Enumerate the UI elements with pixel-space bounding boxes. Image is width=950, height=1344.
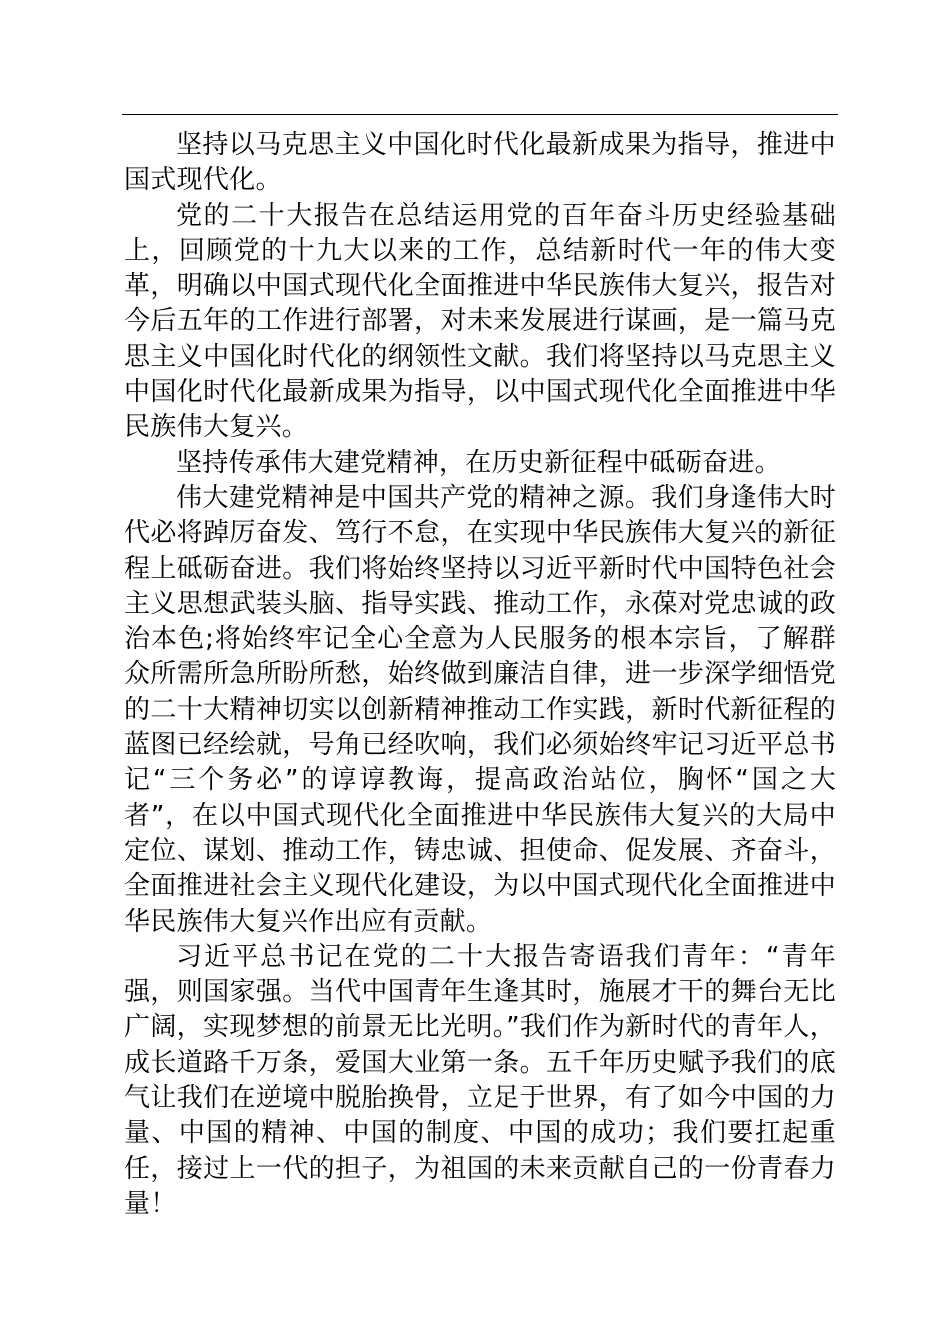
header-divider xyxy=(122,114,838,115)
paragraph-2: 党的二十大报告在总结运用党的百年奋斗历史经验基础上，回顾党的十九大以来的工作，总结新时代一年的伟大变革，明确以中国式现代化全面推进中华民族伟大复兴，报告对今后五年的工作进行部署，对未来发展进行谋画，是一篇马克思主义中国化时代化的纲领性文献。我们将坚持以马克思主义中国化时代化最新成果为指导，以中国式现代化全面推进中华民族伟大复兴。 xyxy=(124,200,836,443)
paragraph-3: 坚持传承伟大建党精神，在历史新征程中砥砺奋进。 xyxy=(176,447,781,478)
paragraph-1: 坚持以马克思主义中国化时代化最新成果为指导，推进中国式现代化。 xyxy=(124,130,836,196)
document-body xyxy=(124,128,836,1222)
paragraph-4: 伟大建党精神是中国共产党的精神之源。我们身逢伟大时代必将踔厉奋发、笃行不怠，在实现中华民族伟大复兴的新征程上砥砺奋进。我们将始终坚持以习近平新时代中国特色社会主义思想武装头脑、指导实践、推动工作，永葆对党忠诚的政治本色;将始终牢记全心全意为人民服务的根本宗旨，了解群众所需所急所盼所愁，始终做到廉洁自律，进一步深学细悟党的二十大精神切实以创新精神推动工作实践，新时代新征程的蓝图已经绘就，号角已经吹响，我们必须始终牢记习近平总书记“三个务必”的谆谆教诲，提高政治站位，胸怀“国之大者”，在以中国式现代化全面推进中华民族伟大复兴的大局中定位、谋划、推动工作，铸忠诚、担使命、促发展、齐奋斗，全面推进社会主义现代化建设，为以中国式现代化全面推进中华民族伟大复兴作出应有贡献。 xyxy=(124,482,836,937)
paragraph-5: 习近平总书记在党的二十大报告寄语我们青年：“青年强，则国家强。当代中国青年生逢其时，施展才干的舞台无比广阔，实现梦想的前景无比光明。”我们作为新时代的青年人，成长道路千万条，爱国大业第一条。五千年历史赋予我们的底气让我们在逆境中脱胎换骨，立足于世界，有了如今中国的力量、中国的精神、中国的制度、中国的成功；我们要扛起重任，接过上一代的担子，为祖国的未来贡献自己的一份青春力量！ xyxy=(124,941,836,1219)
